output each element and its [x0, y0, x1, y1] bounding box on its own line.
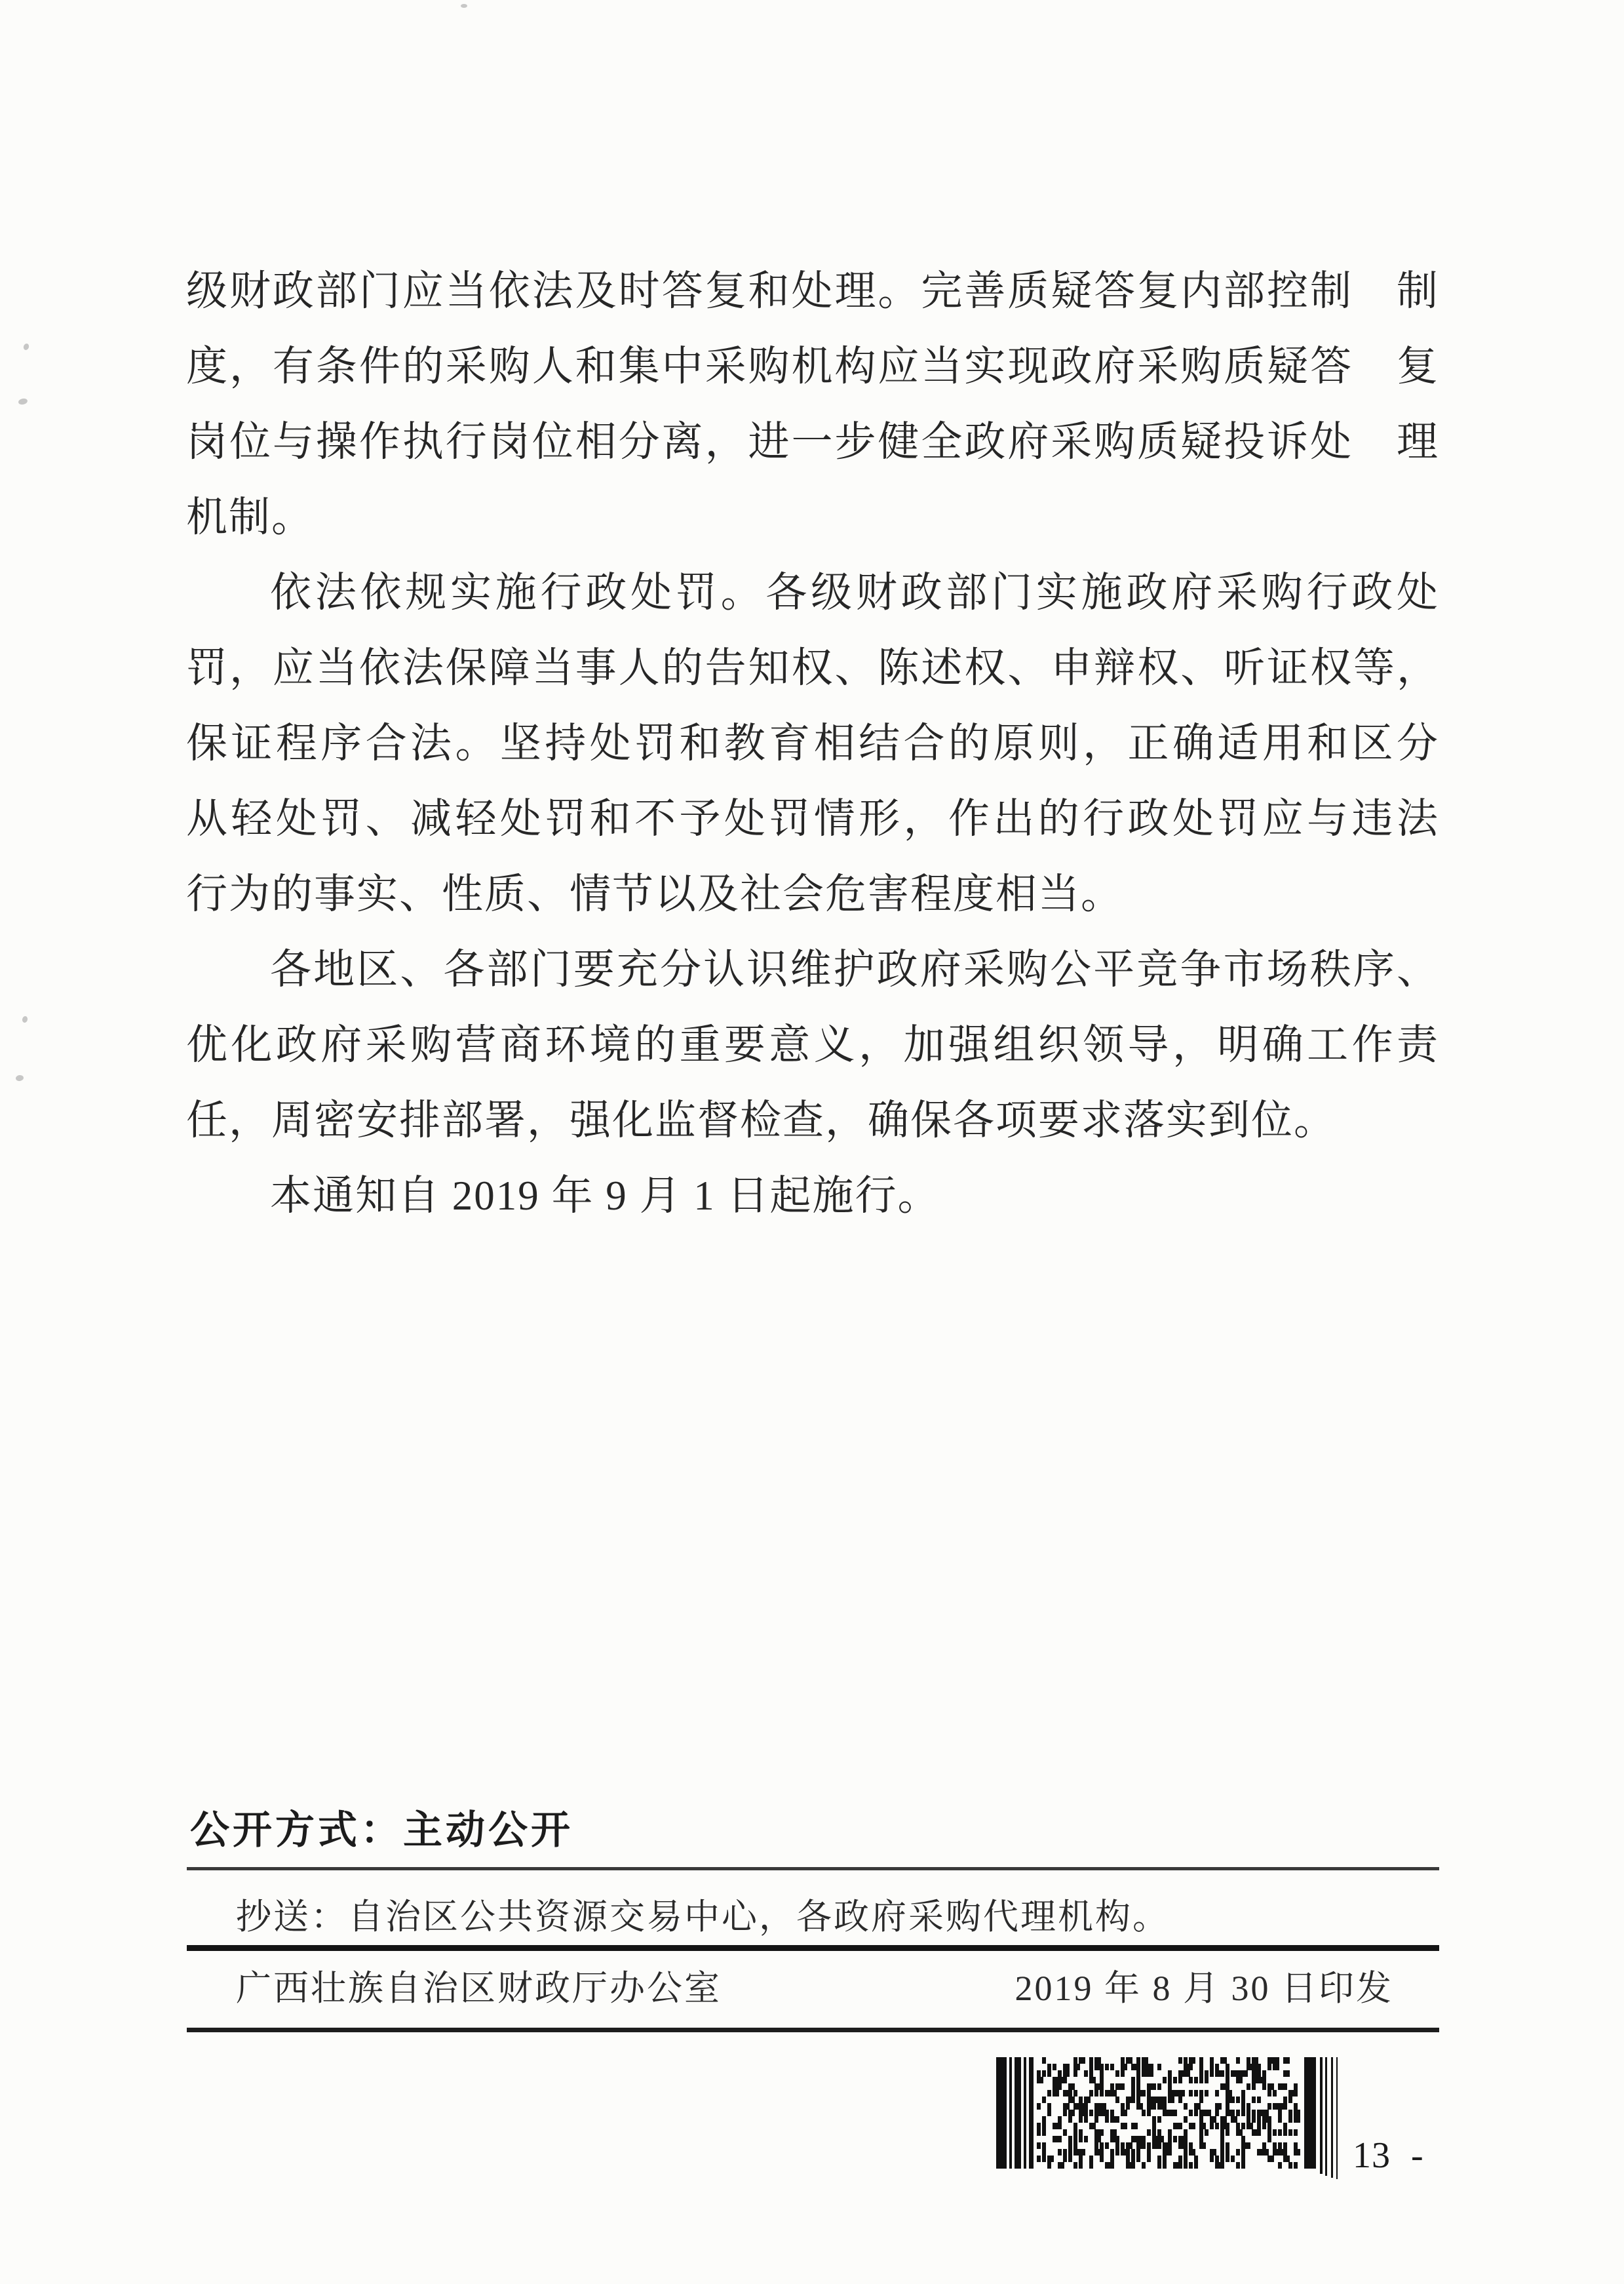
- body-line: 任，周密安排部署，强化监督检查，确保各项要求落实到位。: [186, 1097, 1336, 1143]
- disclosure-method: 公开方式：主动公开: [190, 1808, 573, 1852]
- body-line: 行为的事实、性质、情节以及社会危害程度相当。: [186, 871, 1123, 917]
- footer-issuer: 广西壮族自治区财政厅办公室: [236, 1969, 722, 2008]
- footer-print-date: 2019 年 8 月 30 日印发: [1015, 1969, 1393, 2008]
- body-line: 各地区、各部门要充分认识维护政府采购公平竞争市场秩序、: [270, 947, 1439, 993]
- body-line: 度，有条件的采购人和集中采购机构应当实现政府采购质疑答 复: [186, 344, 1439, 389]
- body-line: 岗位与操作执行岗位相分离，进一步健全政府采购质疑投诉处 理: [186, 419, 1439, 465]
- body-line: 级财政部门应当依法及时答复和处理。完善质疑答复内部控制 制: [186, 268, 1439, 314]
- body-line: 机制。: [186, 494, 314, 540]
- body-line: 依法依规实施行政处罚。各级财政部门实施政府采购行政处: [270, 570, 1439, 616]
- scan-speck: [23, 343, 30, 351]
- scan-speck: [22, 1015, 28, 1023]
- page-number: 13 -: [1353, 2135, 1424, 2176]
- divider-thin: [187, 1867, 1439, 1870]
- body-line: 本通知自 2019 年 9 月 1 日起施行。: [270, 1173, 940, 1219]
- footer-row: [187, 1968, 1439, 2009]
- scan-speck: [461, 4, 467, 8]
- body-line: 保证程序合法。坚持处罚和教育相结合的原则，正确适用和区分: [186, 720, 1439, 766]
- scan-speck: [18, 398, 28, 406]
- divider-thick: [187, 1945, 1439, 1951]
- body-line: 罚，应当依法保障当事人的告知权、陈述权、申辩权、听证权等，: [186, 645, 1439, 691]
- pdf417-barcode-icon: [996, 2057, 1378, 2183]
- body-line: 从轻处罚、减轻处罚和不予处罚情形，作出的行政处罚应与违法: [186, 796, 1439, 842]
- document-body: [186, 254, 1439, 1234]
- body-line: 优化政府采购营商环境的重要意义，加强组织领导，明确工作责: [186, 1022, 1439, 1068]
- cc-line: 抄送：自治区公共资源交易中心，各政府采购代理机构。: [236, 1897, 1170, 1937]
- divider-bottom: [187, 2028, 1439, 2032]
- scan-speck: [15, 1074, 24, 1082]
